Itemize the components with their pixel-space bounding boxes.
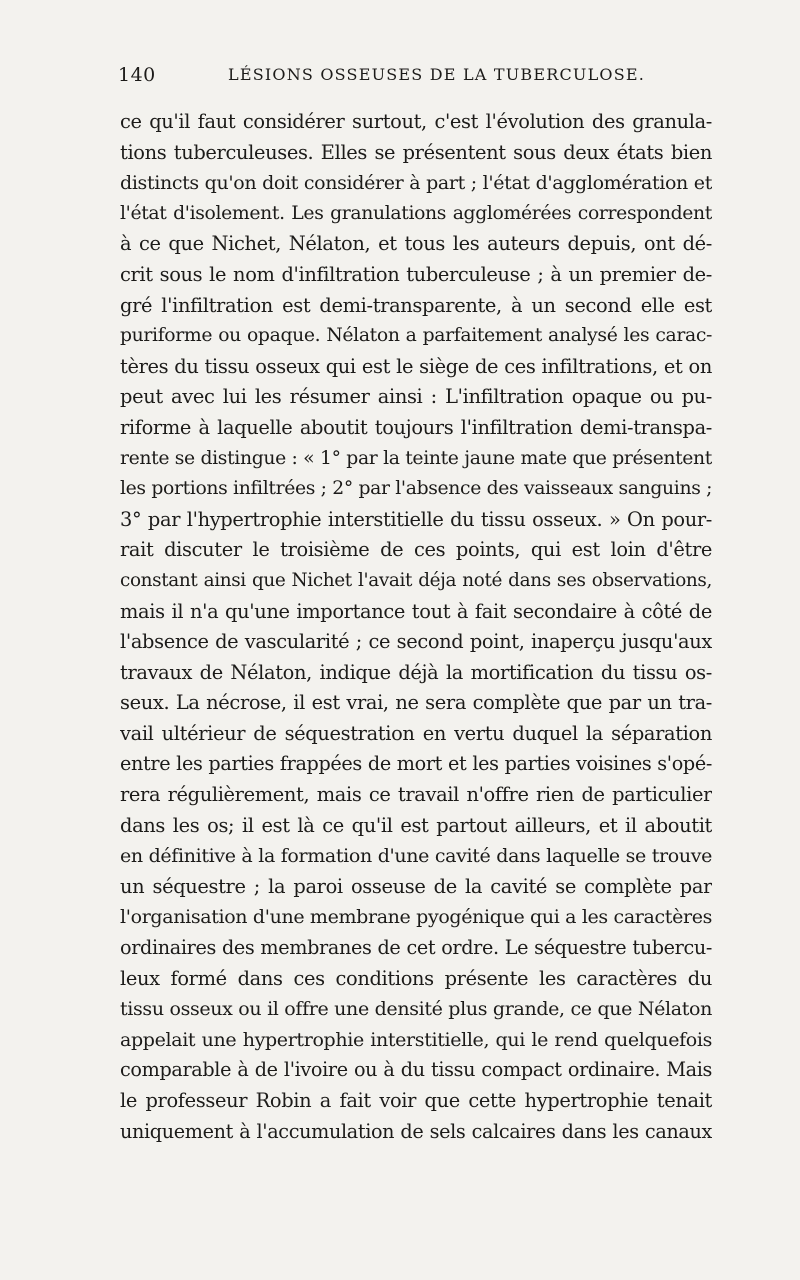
text-line: l'organisation d'une membrane pyogénique qui a les caractères bbox=[120, 906, 712, 929]
text-line: les portions infiltrées ; 2° par l'absence des vaisseaux sanguins ; bbox=[120, 478, 712, 500]
text-line: travaux de Nélaton, indique déjà la mortification du tissu os- bbox=[120, 660, 712, 684]
text-line: entre les parties frappées de mort et les parties voisines s'opé- bbox=[120, 752, 712, 776]
text-line: uniquement à l'accumulation de sels calcaires dans les canaux bbox=[120, 1119, 712, 1143]
text-line: rente se distingue : « 1° par la teinte jaune mate que présentent bbox=[120, 447, 712, 469]
text-line: rait discuter le troisième de ces points, qui est loin d'être bbox=[120, 538, 712, 562]
text-line: constant ainsi que Nichet l'avait déja noté dans ses observations, bbox=[120, 569, 712, 591]
text-line: leux formé dans ces conditions présente les caractères du bbox=[120, 966, 712, 990]
text-line: tions tuberculeuses. Elles se présentent sous deux états bien bbox=[120, 140, 712, 164]
text-line: l'état d'isolement. Les granulations agglomérées correspondent bbox=[120, 202, 712, 224]
text-line: gré l'infiltration est demi-transparente, à un second elle est bbox=[120, 293, 712, 317]
text-line: à ce que Nichet, Nélaton, et tous les auteurs depuis, ont dé- bbox=[120, 232, 712, 256]
text-line: appelait une hypertrophie interstitielle, qui le rend quelquefois bbox=[120, 1028, 712, 1051]
text-line: crit sous le nom d'infiltration tuberculeuse ; à un premier de- bbox=[120, 262, 712, 286]
text-line: seux. La nécrose, il est vrai, ne sera complète que par un tra- bbox=[120, 691, 712, 715]
body-text bbox=[120, 107, 712, 1147]
text-line: puriforme ou opaque. Nélaton a parfaitement analysé les carac- bbox=[120, 325, 712, 347]
text-line: le professeur Robin a fait voir que cette hypertrophie tenait bbox=[120, 1089, 712, 1112]
text-line: peut avec lui les résumer ainsi : L'infiltration opaque ou pu- bbox=[120, 385, 712, 409]
text-line: mais il n'a qu'une importance tout à fait secondaire à côté de bbox=[120, 599, 712, 623]
text-line: ce qu'il faut considérer surtout, c'est l'évolution des granula- bbox=[120, 110, 712, 133]
running-title: LÉSIONS OSSEUSES DE LA TUBERCULOSE. bbox=[228, 65, 646, 84]
text-line: 3° par l'hypertrophie interstitielle du tissu osseux. » On pour- bbox=[120, 507, 712, 531]
text-line: dans les os; il est là ce qu'il est partout ailleurs, et il aboutit bbox=[120, 813, 712, 837]
text-line: distincts qu'on doit considérer à part ; l'état d'agglomération et bbox=[120, 172, 712, 195]
text-line: tères du tissu osseux qui est le siège de ces infiltrations, et on bbox=[120, 354, 712, 378]
text-line: tissu osseux ou il offre une densité plus grande, ce que Nélaton bbox=[120, 998, 712, 1021]
text-line: riforme à laquelle aboutit toujours l'infiltration demi-transpa- bbox=[120, 415, 712, 439]
text-line: en définitive à la formation d'une cavité dans laquelle se trouve bbox=[120, 845, 712, 868]
text-line: ordinaires des membranes de cet ordre. Le séquestre tubercu- bbox=[120, 936, 712, 960]
page-header bbox=[118, 64, 708, 94]
page-number: 140 bbox=[118, 64, 156, 86]
text-line: un séquestre ; la paroi osseuse de la cavité se complète par bbox=[120, 874, 712, 898]
text-line: l'absence de vascularité ; ce second point, inaperçu jusqu'aux bbox=[120, 630, 712, 654]
text-line: vail ultérieur de séquestration en vertu duquel la séparation bbox=[120, 721, 712, 745]
text-line: rera régulièrement, mais ce travail n'offre rien de particulier bbox=[120, 783, 712, 807]
text-line: comparable à de l'ivoire ou à du tissu compact ordinaire. Mais bbox=[120, 1058, 712, 1082]
